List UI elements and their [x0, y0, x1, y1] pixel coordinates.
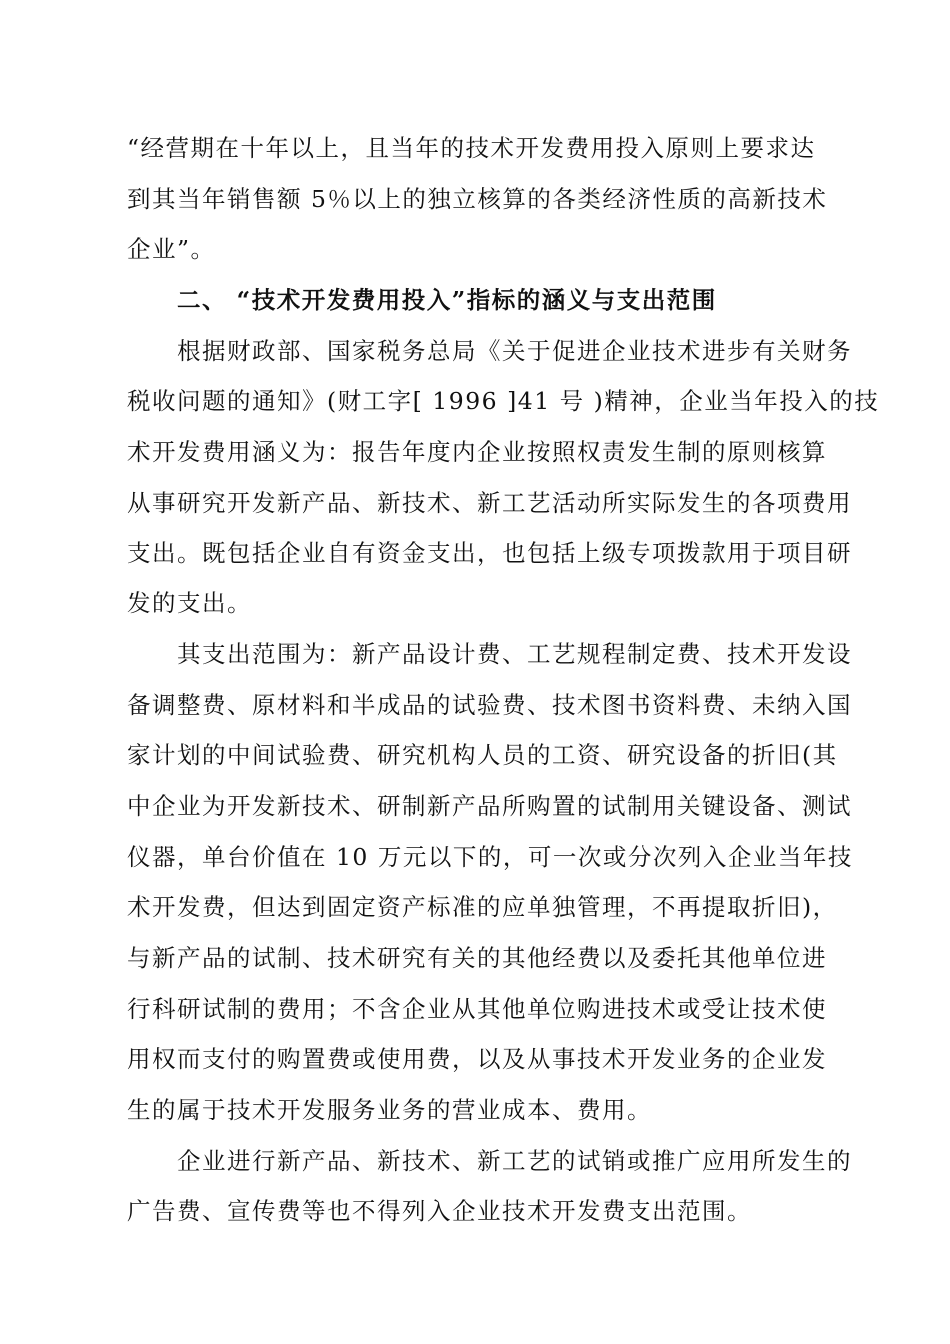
text-line: 生的属于技术开发服务业务的营业成本、费用。	[127, 1096, 652, 1124]
text-line: 备调整费、原材料和半成品的试验费、技术图书资料费、未纳入国	[127, 691, 852, 719]
text-line: 家计划的中间试验费、研究机构人员的工资、研究设备的折旧(其	[127, 741, 838, 769]
text-line: 企业”。	[127, 235, 216, 263]
text-line: 广告费、宣传费等也不得列入企业技术开发费支出范围。	[127, 1197, 752, 1225]
text-line: 其支出范围为：新产品设计费、工艺规程制定费、技术开发设	[177, 640, 852, 668]
text-line: 与新产品的试制、技术研究有关的其他经费以及委托其他单位进	[127, 944, 827, 972]
text-line: 术开发费，但达到固定资产标准的应单独管理，不再提取折旧)，	[127, 893, 838, 921]
text-line: 发的支出。	[127, 589, 252, 617]
text-line: 支出。既包括企业自有资金支出，也包括上级专项拨款用于项目研	[127, 539, 852, 567]
text-line: “经营期在十年以上，且当年的技术开发费用投入原则上要求达	[127, 134, 816, 162]
text-line: 行科研试制的费用；不含企业从其他单位购进技术或受让技术使	[127, 995, 827, 1023]
text-line: 企业进行新产品、新技术、新工艺的试销或推广应用所发生的	[177, 1147, 852, 1175]
text-line: 税收问题的通知》(财工字[ 1996 ]41 号 )精神，企业当年投入的技	[127, 387, 880, 415]
text-line: 用权而支付的购置费或使用费，以及从事技术开发业务的企业发	[127, 1045, 827, 1073]
text-line: 到其当年销售额 5％以上的独立核算的各类经济性质的高新技术	[127, 185, 828, 213]
text-line: 从事研究开发新产品、新技术、新工艺活动所实际发生的各项费用	[127, 489, 852, 517]
section-heading: 二、 “技术开发费用投入”指标的涵义与支出范围	[177, 286, 717, 314]
text-line: 中企业为开发新技术、研制新产品所购置的试制用关键设备、测试	[127, 792, 852, 820]
text-line: 根据财政部、国家税务总局《关于促进企业技术进步有关财务	[177, 337, 852, 365]
text-line: 术开发费用涵义为：报告年度内企业按照权责发生制的原则核算	[127, 438, 827, 466]
text-line: 仪器，单台价值在 10 万元以下的，可一次或分次列入企业当年技	[127, 843, 853, 871]
